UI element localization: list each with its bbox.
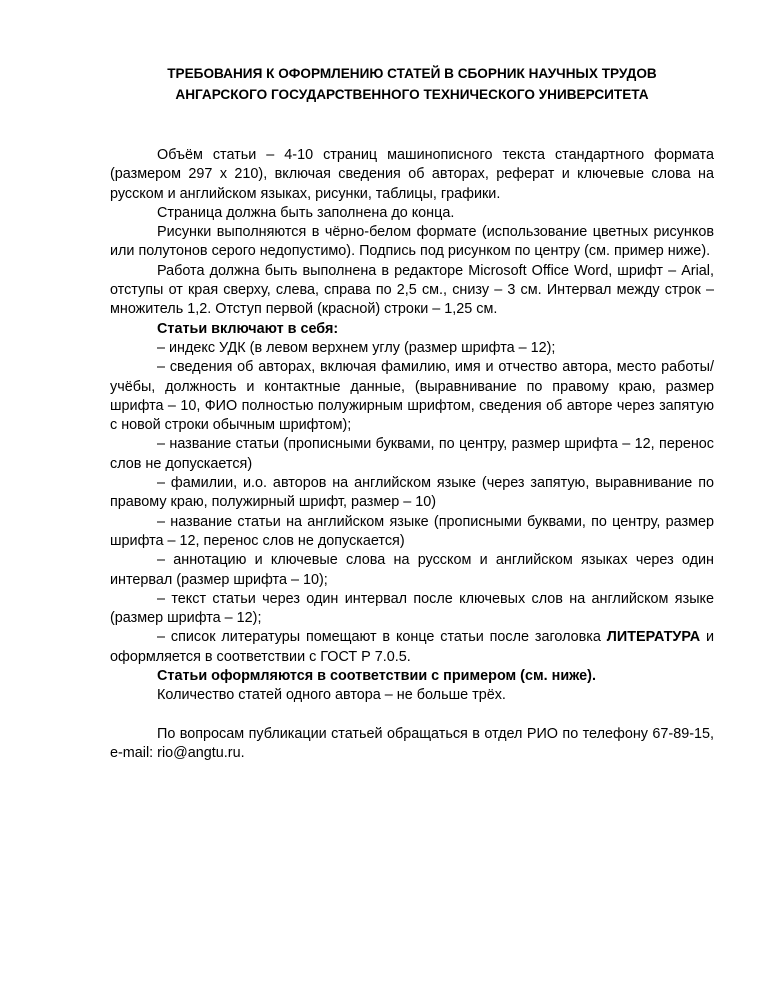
list-item-title-english: – название статьи на английском языке (прописными буквами, по центру, размер шрифта – 12, перенос слов не допускается) xyxy=(110,513,714,549)
paragraph-limit: Количество статей одного автора – не больше трёх. xyxy=(157,687,506,704)
literature-text-end: и оформляется в соответствии с ГОСТ Р 7.0.5. xyxy=(110,629,714,665)
literature-keyword: ЛИТЕРАТУРА xyxy=(606,629,701,646)
paragraph-contact: По вопросам публикации статьей обращаться в отдел РИО по телефону 67-89-15, e-mail: rio@angtu.ru. xyxy=(110,725,714,762)
title-line-2: АНГАРСКОГО ГОСУДАРСТВЕННОГО ТЕХНИЧЕСКОГО УНИВЕРСИТЕТА xyxy=(175,87,649,102)
spacer xyxy=(110,706,714,725)
title-line-1: ТРЕБОВАНИЯ К ОФОРМЛЕНИЮ СТАТЕЙ В СБОРНИК НАУЧНЫХ ТРУДОВ xyxy=(167,66,657,81)
document-title xyxy=(110,63,714,105)
list-item-authors-info: – сведения об авторах, включая фамилию, имя и отчество автора, место работы/учёбы, должность и контактные данные, (выравнивание по правому краю, размер шрифта – 10, ФИО полностью полужирным шрифтом, сведения об авторе через запятую с новой строки обычным шрифтом); xyxy=(110,359,714,434)
includes-heading: Статьи включают в себя: xyxy=(157,320,339,337)
list-item-authors-english: – фамилии, и.о. авторов на английском языке (через запятую, выравнивание по правому краю, полужирный шрифт, размер – 10) xyxy=(110,475,714,511)
paragraph-page-full: Страница должна быть заполнена до конца. xyxy=(157,204,455,221)
list-item-text: – текст статьи через один интервал после ключевых слов на английском языке (размер шрифта – 12); xyxy=(110,590,714,627)
list-item-title: – название статьи (прописными буквами, по центру, размер шрифта – 12, перенос слов не допускается) xyxy=(110,436,714,472)
paragraph-editor: Работа должна быть выполнена в редакторе Microsoft Office Word, шрифт – Arial, отступы от края сверху, слева, справа по 2,5 см., снизу – 3 см. Интервал между строк – множитель 1,2. Отступ первой (красной) строки – 1,25 см. xyxy=(110,262,714,318)
list-item-abstract: – аннотацию и ключевые слова на русском и английском языках через один интервал (размер шрифта – 10); xyxy=(110,552,714,588)
list-item-udk: – индекс УДК (в левом верхнем углу (размер шрифта – 12); xyxy=(157,339,556,356)
literature-text-start: – список литературы помещают в конце статьи после заголовка xyxy=(157,629,607,646)
list-item-literature xyxy=(110,628,714,667)
document-body xyxy=(110,146,714,764)
paragraph-figures: Рисунки выполняются в чёрно-белом формате (использование цветных рисунков или полутонов серого недопустимо). Подпись под рисунком по центру (см. пример ниже). xyxy=(110,224,714,260)
paragraph-volume: Объём статьи – 4-10 страниц машинописного текста стандартного формата (размером 297 х 210), включая сведения об авторах, реферат и ключевые слова на русском и английском языках, рисунки, таблицы, графики. xyxy=(110,147,714,202)
paragraph-example: Статьи оформляются в соответствии с примером (см. ниже). xyxy=(157,668,596,685)
